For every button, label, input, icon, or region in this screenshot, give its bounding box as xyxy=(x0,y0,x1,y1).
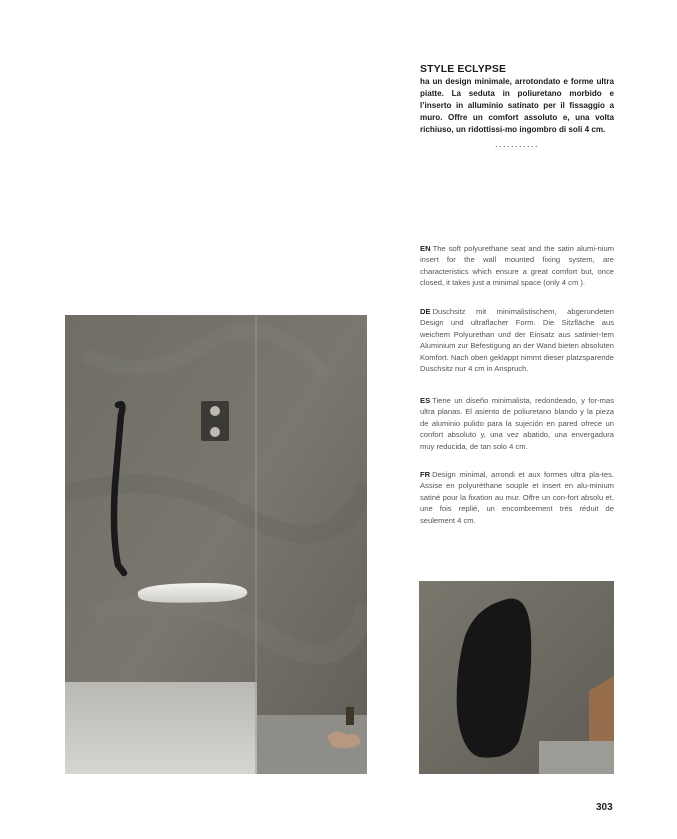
detail-floor xyxy=(539,741,614,774)
product-title: STYLE ECLYPSE xyxy=(420,63,507,75)
page-number: 303 xyxy=(596,802,613,813)
valve-knob-bottom xyxy=(210,427,220,437)
seat-closed-detail-photo xyxy=(419,581,614,774)
lang-code-en: EN xyxy=(420,244,431,253)
lang-code-de: DE xyxy=(420,307,431,316)
shower-photo xyxy=(65,315,367,774)
product-text-column xyxy=(420,63,614,525)
soap-bottle xyxy=(346,707,354,725)
shower-scene xyxy=(65,315,367,774)
separator-dots: ........... xyxy=(494,139,539,149)
shower-seat xyxy=(138,583,247,603)
shower-floor xyxy=(65,682,257,774)
lang-text-es: Tiene un diseño minimalista, redondeado, y for-mas ultra planas. El asiento de poliuretano blando y la pieza de aluminio pulido para la sujeción en pared ofrece un confort absoluto y, una vez abatido, una envergadura muy reducida, de tan solo 4 cm. xyxy=(420,396,614,451)
lang-code-es: ES xyxy=(420,396,431,405)
valve-knob-top xyxy=(210,406,220,416)
description-french xyxy=(420,469,614,526)
lang-code-fr: FR xyxy=(420,470,431,479)
lang-text-fr: Design minimal, arrondi et aux formes ultra pla-tes. Assise en polyuréthane souple et insert en alu-minium satiné pour la fixation au mur. Offre un con-fort absolu et, une fois replié, un encombrement très réduit de seulement 4 cm. xyxy=(420,470,614,525)
description-italian: ha un design minimale, arrotondato e forme ultra piatte. La seduta in poliuretano morbido e l’inserto in alluminio satinato per il fissaggio a muro. Offre un comfort assoluto e, una volta richiuso, un ridottissi-mo ingombro di soli 4 cm. xyxy=(420,77,614,134)
lang-text-en: The soft polyurethane seat and the satin alumi-nium insert for the wall mounted fixing system, are characteristics which ensure a great comfort but, once closed, it takes just a minimal space (only 4 cm ). xyxy=(420,244,614,288)
description-spanish xyxy=(420,395,614,452)
description-german xyxy=(420,306,614,374)
description-english xyxy=(420,243,614,289)
lang-text-de: Duschsitz mit minimalistischem, abgerundeten Design und ultraflacher Form. Die Sitzfläche aus weichem Polyurethan und der Einsatz aus satinier-tem Aluminium zur Befestigung an der Wand bieten absoluten Komfort. Nach oben geklappt nimmt dieser platzsparende Duschsitz nur 4 cm in Anspruch. xyxy=(420,307,614,374)
closed-seat-scene xyxy=(419,581,614,774)
